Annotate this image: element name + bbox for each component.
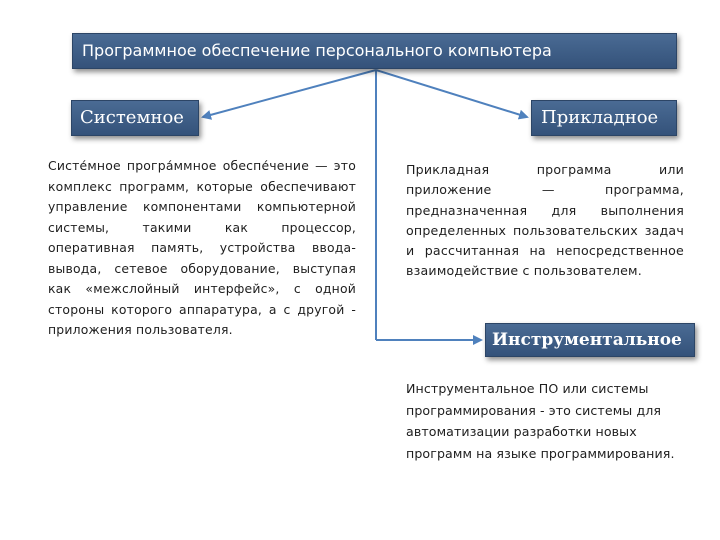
applied-software-box <box>531 100 677 136</box>
system-software-label: Системное <box>80 107 184 128</box>
system-software-term: Систе́мное програ́ммное обеспе́чение <box>48 158 310 173</box>
system-software-description <box>48 156 356 341</box>
tools-software-description <box>406 378 706 464</box>
applied-software-definition: — программа, предназначенная для выполнения определенных пользовательских задач и рассчитанная на непосредственное взаимодействие с пользователем. <box>406 182 684 279</box>
tools-software-definition: Инструментальное ПО или системы программирования - это системы для автоматизации разработки новых программ на языке программирования. <box>406 381 675 461</box>
diagram-title: Программное обеспечение персонального компьютера <box>82 41 552 60</box>
arrow-to-system <box>203 70 376 117</box>
system-software-box <box>71 100 199 136</box>
applied-software-label: Прикладное <box>541 107 659 128</box>
system-software-definition: — это комплекс программ, которые обеспечивают управление компонентами компьютерной системы, такими как процессор, оперативная память, устройства ввода-вывода, сетевое оборудование, выступая как «межслойный интерфейс», с одной стороны которого аппаратура, а с другой - приложения пользователя. <box>48 158 356 337</box>
arrow-to-applied <box>376 70 527 117</box>
diagram-title-box <box>72 33 677 69</box>
applied-software-term: Прикладная программа или приложение <box>406 162 684 198</box>
tools-software-box <box>485 323 695 357</box>
tools-software-label: Инструментальное <box>492 330 682 350</box>
applied-software-description <box>406 160 684 282</box>
